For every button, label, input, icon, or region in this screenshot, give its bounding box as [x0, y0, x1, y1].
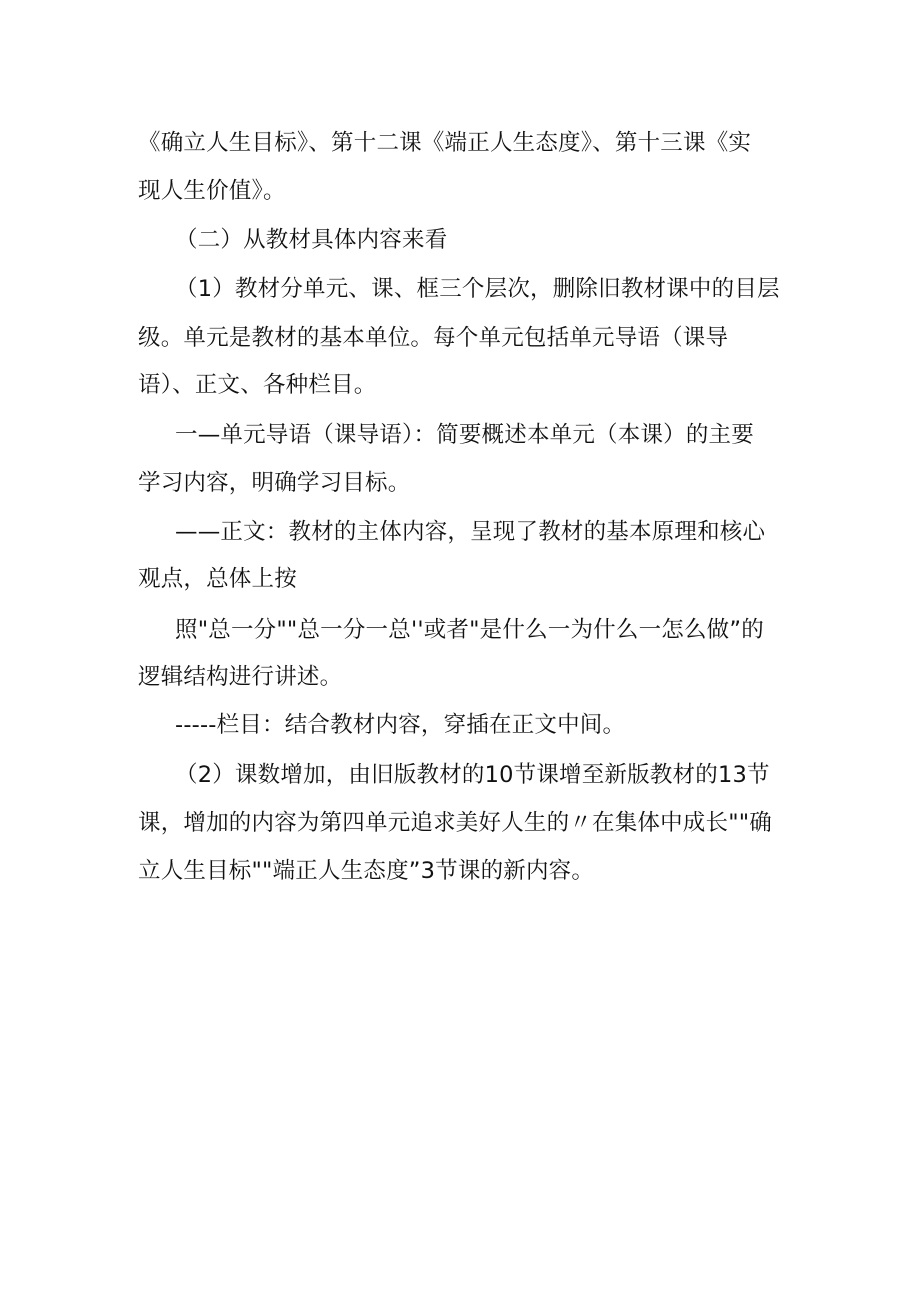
- text-line: 级。单元是教材的基本单位。每个单元包括单元导语（课导: [138, 325, 729, 351]
- text-line: ——正文：教材的主体内容，呈现了教材的基本原理和核心: [175, 519, 766, 545]
- text-line: 照"总一分""总一分一总''或者"是什么一为什么一怎么做”的: [175, 617, 764, 643]
- text-line: -----栏目：结合教材内容，穿插在正文中间。: [175, 712, 626, 738]
- text-line: 语）、正文、各种栏目。: [138, 372, 377, 398]
- text-line: 学习内容，明确学习目标。: [138, 470, 411, 496]
- section-heading: （二）从教材具体内容来看: [175, 227, 448, 253]
- text-line: 一—单元导语（课导语）：简要概述本单元（本课）的主要: [175, 422, 754, 448]
- text-line: 现人生价值》。: [138, 178, 286, 204]
- text-line: 《确立人生目标》、第十二课《端正人生态度》、第十三课《实: [138, 130, 752, 156]
- text-line: 逻辑结构进行讲述。: [138, 664, 343, 690]
- text-line: 立人生目标""端正人生态度”3节课的新内容。: [138, 858, 595, 884]
- text-line: （2）课数增加，由旧版教材的10节课增至新版教材的13节: [175, 762, 770, 788]
- text-line: （1）教材分单元、课、框三个层次，删除旧教材课中的目层: [175, 276, 780, 302]
- text-line: 观点，总体上按: [138, 566, 297, 592]
- text-line: 课，增加的内容为第四单元追求美好人生的〃在集体中成长""确: [138, 810, 772, 836]
